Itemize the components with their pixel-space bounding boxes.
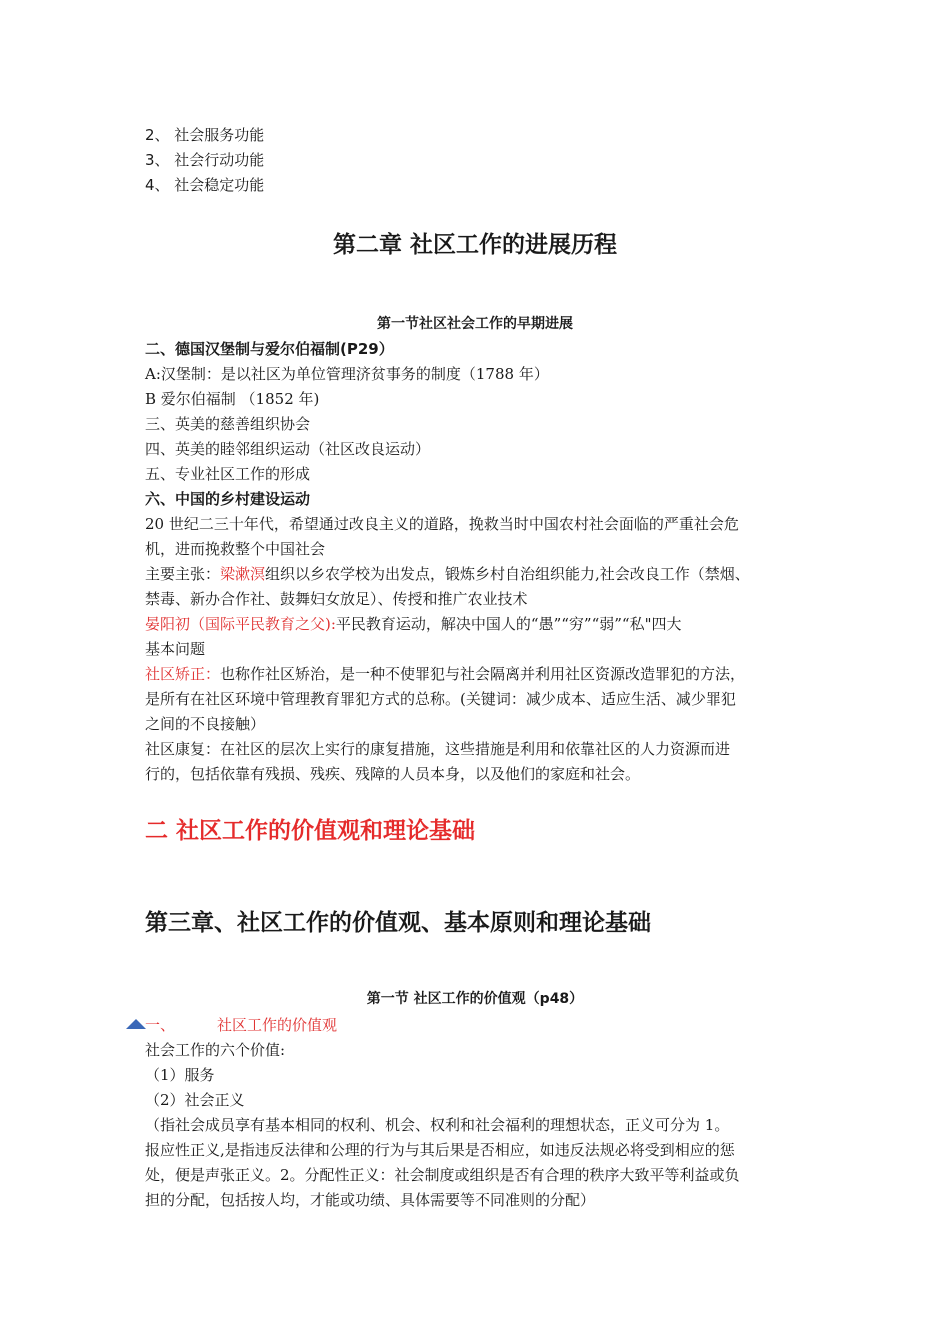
rural-paragraph-line: 机，进而挽救整个中国社会: [145, 540, 326, 558]
correction-paragraph-line: [145, 662, 745, 687]
section-title: 第一节 社区工作的价值观（p48）: [366, 991, 584, 1007]
item-4: 四、英美的睦邻组织运动（社区改良运动）: [145, 440, 431, 458]
item-5: 五、专业社区工作的形成: [145, 465, 311, 483]
list-item: 4、 社会稳定功能: [145, 176, 265, 194]
value-item: （2）社会正义: [145, 1091, 245, 1109]
justice-paragraph-line: 报应性正义,是指违反法律和公理的行为与其后果是否相应，如违反法规必将受到相应的惩: [145, 1141, 735, 1159]
item-1-label: 社区工作的价值观: [217, 1016, 338, 1034]
correction-text: 也称作社区矫治，是一种不使罪犯与社会隔离并利用社区资源改造罪犯的方法，: [220, 665, 746, 683]
rural-paragraph-line: 20 世纪二三十年代，希望通过改良主义的道路，挽救当时中国农村社会面临的严重社会危: [145, 515, 739, 533]
liang-paragraph-line: 禁毒、新办合作社、鼓舞妇女放足）、传授和推广农业技术: [145, 590, 528, 608]
list-item: 3、 社会行动功能: [145, 151, 265, 169]
justice-paragraph-line: （指社会成员享有基本相同的权利、机会、权利和社会福利的理想状态，正义可分为 1。: [145, 1116, 730, 1134]
item-6-heading: 六、中国的乡村建设运动: [145, 490, 311, 508]
six-values-intro: 社会工作的六个价值:: [145, 1041, 286, 1059]
rehab-paragraph-line: 社区康复：在社区的层次上实行的康复措施，这些措施是利用和依靠社区的人力资源而进: [145, 740, 731, 758]
list-item: 2、 社会服务功能: [145, 126, 265, 144]
hamburg-system: A:汉堡制：是以社区为单位管理济贫事务的制度（1788 年）: [145, 365, 549, 383]
yan-name: 晏阳初（国际平民教育之父):: [145, 615, 336, 633]
item-3: 三、英美的慈善组织协会: [145, 415, 311, 433]
liang-text: 组织以乡农学校为出发点，锻炼乡村自治组织能力,社会改良工作（禁烟、: [265, 565, 750, 583]
main-claim-label: 主要主张：: [145, 565, 221, 583]
section-title: 第一节社区社会工作的早期进展: [377, 316, 573, 332]
part-2-title: 二 社区工作的价值观和理论基础: [145, 818, 476, 844]
item-2-heading: 二、德国汉堡制与爱尔伯福制(P29）: [145, 340, 394, 358]
liang-name: 梁漱溟: [220, 565, 266, 583]
chapter-2-title: 第二章 社区工作的进展历程: [332, 232, 617, 258]
value-item: （1）服务: [145, 1066, 215, 1084]
liang-paragraph-line: [145, 562, 750, 587]
elberfeld-system: B 爱尔伯福制 （1852 年): [145, 390, 320, 408]
yan-paragraph-line: 基本问题: [145, 640, 206, 658]
collapse-triangle-icon[interactable]: [126, 1019, 146, 1029]
justice-paragraph-line: 处，便是声张正义。2。分配性正义：社会制度或组织是否有合理的秩序大致平等利益或负: [145, 1166, 740, 1184]
correction-label: 社区矫正：: [145, 665, 221, 683]
correction-paragraph-line: 之间的不良接触）: [145, 715, 266, 733]
correction-paragraph-line: 是所有在社区环境中管理教育罪犯方式的总称。(关键词：减少成本、适应生活、减少罪犯: [145, 690, 736, 708]
rehab-paragraph-line: 行的，包括依靠有残损、残疾、残障的人员本身，以及他们的家庭和社会。: [145, 765, 641, 783]
item-1-heading: [145, 1013, 337, 1038]
item-1-number: 一、: [145, 1016, 176, 1034]
yan-text: 平民教育运动，解决中国人的“愚”“穷”“弱”“私"四大: [335, 615, 682, 633]
chapter-3-title: 第三章、社区工作的价值观、基本原则和理论基础: [145, 910, 651, 936]
justice-paragraph-line: 担的分配，包括按人均，才能或功绩、具体需要等不同准则的分配）: [145, 1191, 596, 1209]
yan-paragraph-line: [145, 612, 682, 637]
